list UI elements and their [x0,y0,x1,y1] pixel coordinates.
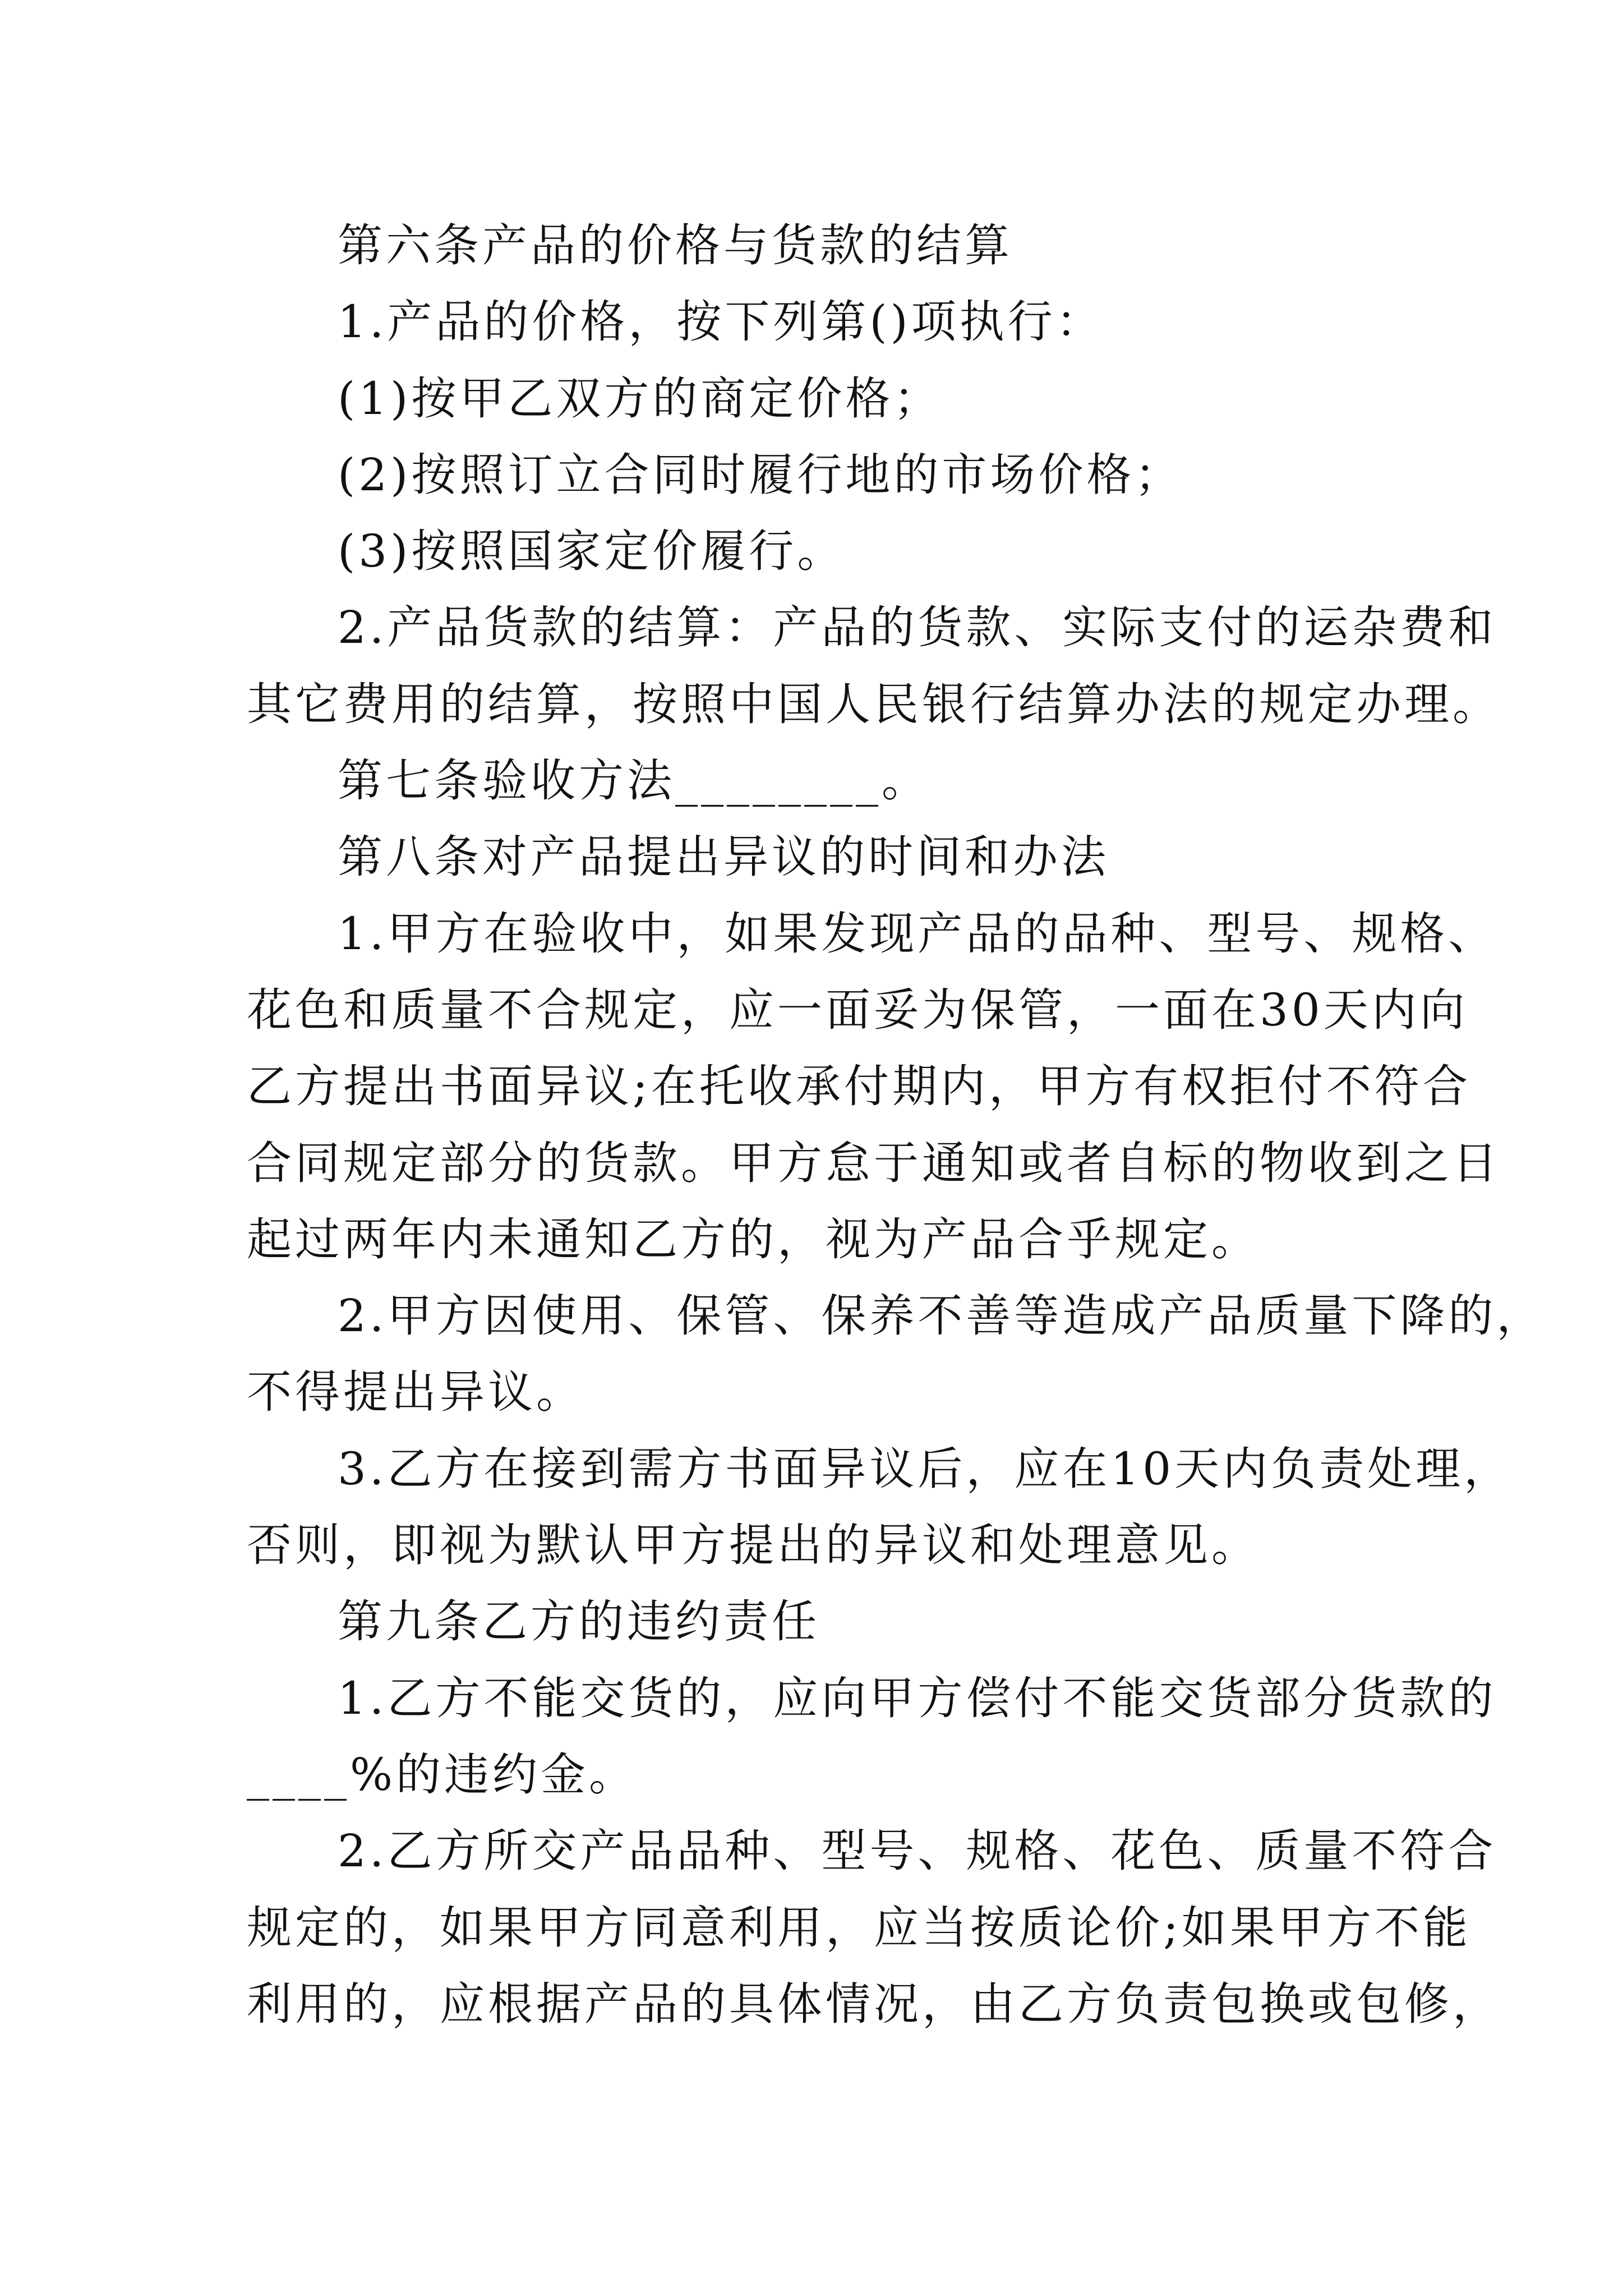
paragraph-line: 2.甲方因使用、保管、保养不善等造成产品质量下降的， [338,1290,1545,1342]
document-body [247,208,1545,2042]
paragraph-line: 否则，即视为默认甲方提出的异议和处理意见。 [247,1519,1260,1572]
paragraph-line: 乙方提出书面异议;在托收承付期内，甲方有权拒付不符合 [247,1060,1471,1113]
paragraph-line: (1)按甲乙双方的商定价格； [338,372,942,425]
article-6-heading: 第六条产品的价格与货款的结算 [338,219,1013,272]
paragraph-line: 花色和质量不合规定，应一面妥为保管，一面在30天内向 [247,983,1468,1036]
paragraph-line: 合同规定部分的货款。甲方怠于通知或者自标的物收到之日 [247,1137,1501,1189]
paragraph-line: 起过两年内未通知乙方的，视为产品合乎规定。 [247,1213,1260,1266]
paragraph-line: (2)按照订立合同时履行地的市场价格； [338,448,1183,501]
paragraph-line: 不得提出异议。 [247,1366,584,1419]
paragraph-line: 1.乙方不能交货的，应向甲方偿付不能交货部分货款的 [338,1672,1497,1724]
paragraph-line: 1.甲方在验收中，如果发现产品的品种、型号、规格、 [338,907,1497,960]
paragraph-line: 利用的，应根据产品的具体情况，由乙方负责包换或包修， [247,1977,1501,2030]
article-9-heading: 第九条乙方的违约责任 [338,1595,820,1648]
paragraph-line: 1.产品的价格，按下列第()项执行： [338,296,1104,348]
article-8-heading: 第八条对产品提出异议的时间和办法 [338,831,1109,884]
paragraph-line: 其它费用的结算，按照中国人民银行结算办法的规定办理。 [247,678,1501,730]
paragraph-line: ____%的违约金。 [247,1748,638,1801]
article-7-heading: 第七条验收方法________。 [338,754,930,807]
paragraph-line: 2.乙方所交产品品种、型号、规格、花色、质量不符合 [338,1825,1497,1878]
paragraph-line: 规定的，如果甲方同意利用，应当按质论价;如果甲方不能 [247,1901,1471,1954]
paragraph-line: (3)按照国家定价履行。 [338,525,846,578]
paragraph-line: 2.产品货款的结算：产品的货款、实际支付的运杂费和 [338,601,1497,654]
paragraph-line: 3.乙方在接到需方书面异议后，应在10天内负责处理， [338,1442,1513,1495]
